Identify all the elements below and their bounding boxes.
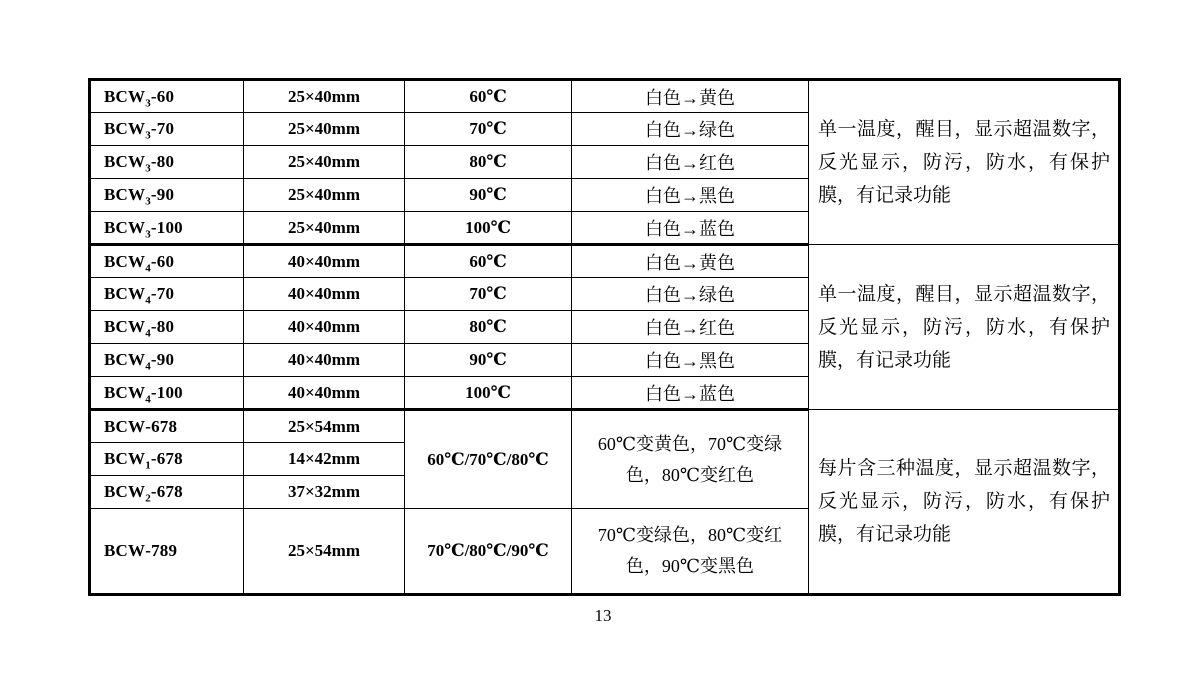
model-subscript: 4 (145, 327, 151, 340)
model-cell (90, 443, 244, 476)
table-row (90, 245, 1120, 278)
model-prefix: BCW (104, 382, 146, 402)
size-cell: 25×40mm (244, 80, 405, 113)
model-cell (90, 311, 244, 344)
model-prefix: BCW (104, 317, 146, 336)
model-prefix: BCW (104, 119, 146, 138)
model-subscript: 4 (145, 294, 151, 307)
model-prefix: BCW (104, 449, 146, 468)
model-subscript: 4 (145, 261, 151, 274)
color-change-cell: 60℃变黄色，70℃变绿色，80℃变红色 (572, 410, 809, 509)
size-cell: 40×40mm (244, 245, 405, 278)
temp-cell: 70℃ (405, 278, 572, 311)
model-prefix: BCW (104, 541, 146, 560)
model-cell (90, 410, 244, 443)
model-cell (90, 80, 244, 113)
temp-cell: 80℃ (405, 146, 572, 179)
model-cell (90, 113, 244, 146)
model-suffix: -100 (150, 217, 183, 237)
temp-cell: 60℃ (405, 80, 572, 113)
model-cell (90, 476, 244, 509)
model-cell (90, 278, 244, 311)
spec-table (88, 78, 1121, 596)
color-change-cell: 白色→红色 (572, 146, 809, 179)
temp-cell: 60℃ (405, 245, 572, 278)
model-cell (90, 344, 244, 377)
model-prefix: BCW (104, 350, 146, 369)
size-cell: 37×32mm (244, 476, 405, 509)
model-subscript: 3 (145, 162, 151, 175)
model-suffix: -60 (150, 251, 175, 271)
color-change-cell: 白色→黑色 (572, 179, 809, 212)
size-cell: 25×54mm (244, 410, 405, 443)
size-cell: 25×40mm (244, 146, 405, 179)
size-cell: 25×40mm (244, 179, 405, 212)
color-change-cell: 70℃变绿色，80℃变红色，90℃变黑色 (572, 509, 809, 595)
model-subscript: 4 (145, 360, 151, 373)
model-cell (90, 179, 244, 212)
model-prefix: BCW (104, 152, 146, 171)
model-cell (90, 245, 244, 278)
size-cell: 25×40mm (244, 113, 405, 146)
model-prefix: BCW (104, 416, 146, 436)
model-subscript: 3 (145, 195, 151, 208)
model-subscript: 2 (145, 492, 151, 505)
temp-cell: 70℃/80℃/90℃ (405, 509, 572, 595)
model-prefix: BCW (104, 482, 146, 501)
model-suffix: -678 (145, 416, 178, 436)
table-row (90, 410, 1120, 443)
model-suffix: -678 (150, 482, 183, 501)
model-prefix: BCW (104, 251, 146, 271)
model-suffix: -70 (150, 284, 175, 303)
model-prefix: BCW (104, 284, 146, 303)
model-cell (90, 146, 244, 179)
temp-cell: 90℃ (405, 344, 572, 377)
description-cell: 每片含三种温度，显示超温数字，反光显示，防污，防水，有保护膜，有记录功能 (809, 410, 1120, 595)
model-subscript: 3 (145, 129, 151, 142)
model-subscript: 3 (145, 96, 151, 109)
model-prefix: BCW (104, 86, 146, 106)
color-change-cell: 白色→绿色 (572, 278, 809, 311)
color-change-cell: 白色→蓝色 (572, 377, 809, 410)
model-suffix: -789 (145, 541, 178, 560)
temp-cell: 60℃/70℃/80℃ (405, 410, 572, 509)
size-cell: 40×40mm (244, 344, 405, 377)
description-cell: 单一温度，醒目，显示超温数字，反光显示，防污，防水，有保护膜，有记录功能 (809, 80, 1120, 245)
model-subscript: 1 (145, 459, 151, 472)
description-cell: 单一温度，醒目，显示超温数字，反光显示，防污，防水，有保护膜，有记录功能 (809, 245, 1120, 410)
temp-cell: 70℃ (405, 113, 572, 146)
model-suffix: -80 (150, 152, 175, 171)
model-cell (90, 509, 244, 595)
page-number: 13 (594, 606, 612, 625)
size-cell: 25×54mm (244, 509, 405, 595)
model-suffix: -90 (150, 350, 175, 369)
color-change-cell: 白色→绿色 (572, 113, 809, 146)
model-suffix: -60 (150, 86, 175, 106)
size-cell: 40×40mm (244, 377, 405, 410)
model-suffix: -80 (150, 317, 175, 336)
color-change-cell: 白色→黄色 (572, 245, 809, 278)
model-suffix: -70 (150, 119, 175, 138)
model-suffix: -678 (150, 449, 183, 468)
temp-cell: 100℃ (405, 377, 572, 410)
model-subscript: 3 (145, 227, 151, 240)
temp-cell: 90℃ (405, 179, 572, 212)
model-prefix: BCW (104, 185, 146, 204)
model-suffix: -90 (150, 185, 175, 204)
temp-cell: 100℃ (405, 212, 572, 245)
color-change-cell: 白色→黄色 (572, 80, 809, 113)
size-cell: 25×40mm (244, 212, 405, 245)
model-suffix: -100 (150, 382, 183, 402)
model-cell (90, 212, 244, 245)
model-subscript: 4 (145, 392, 151, 405)
model-cell (90, 377, 244, 410)
table-row (90, 80, 1120, 113)
temp-cell: 80℃ (405, 311, 572, 344)
color-change-cell: 白色→红色 (572, 311, 809, 344)
size-cell: 14×42mm (244, 443, 405, 476)
size-cell: 40×40mm (244, 278, 405, 311)
size-cell: 40×40mm (244, 311, 405, 344)
color-change-cell: 白色→黑色 (572, 344, 809, 377)
model-prefix: BCW (104, 217, 146, 237)
color-change-cell: 白色→蓝色 (572, 212, 809, 245)
